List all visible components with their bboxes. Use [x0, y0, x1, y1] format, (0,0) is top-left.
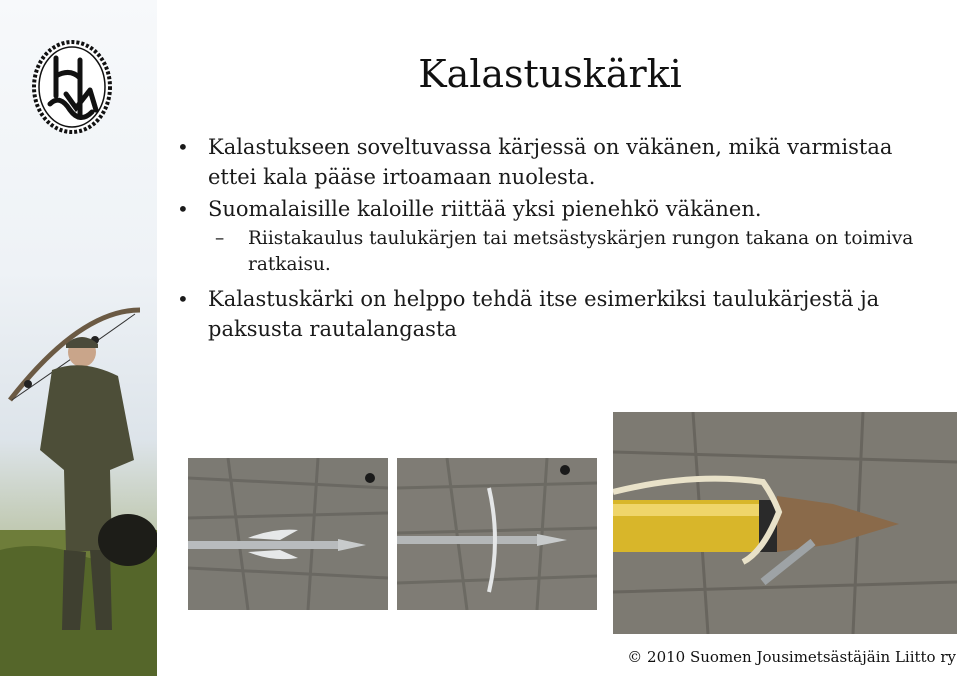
- fishing-arrowhead-closeup-photo: [613, 412, 957, 634]
- side-photo-panel: [0, 0, 157, 676]
- sub-bullet-item: – Riistakaulus taulukärjen tai metsästyskärjen rungon takana on toimiva ratkaisu.: [175, 226, 935, 278]
- slide-title: Kalastuskärki: [418, 52, 682, 96]
- bullet-item: • Kalastukseen soveltuvassa kärjessä on väkänen, mikä varmistaa ettei kala pääse irtoamaan nuolesta.: [175, 132, 935, 192]
- association-logo: [30, 38, 114, 136]
- bullet-item: • Suomalaisille kaloille riittää yksi pienehkö väkänen.: [175, 194, 935, 224]
- barbed-arrowhead-photo-1: [188, 458, 388, 610]
- bullet-item: • Kalastuskärki on helppo tehdä itse esimerkiksi taulukärjestä ja paksusta rautalangasta: [175, 284, 935, 344]
- barbed-arrowhead-photo-2: [397, 458, 597, 610]
- hunter-with-bow-image: [0, 300, 157, 676]
- bullet-list: [175, 132, 935, 344]
- copyright-footer: © 2010 Suomen Jousimetsästäjäin Liitto ry: [627, 648, 956, 666]
